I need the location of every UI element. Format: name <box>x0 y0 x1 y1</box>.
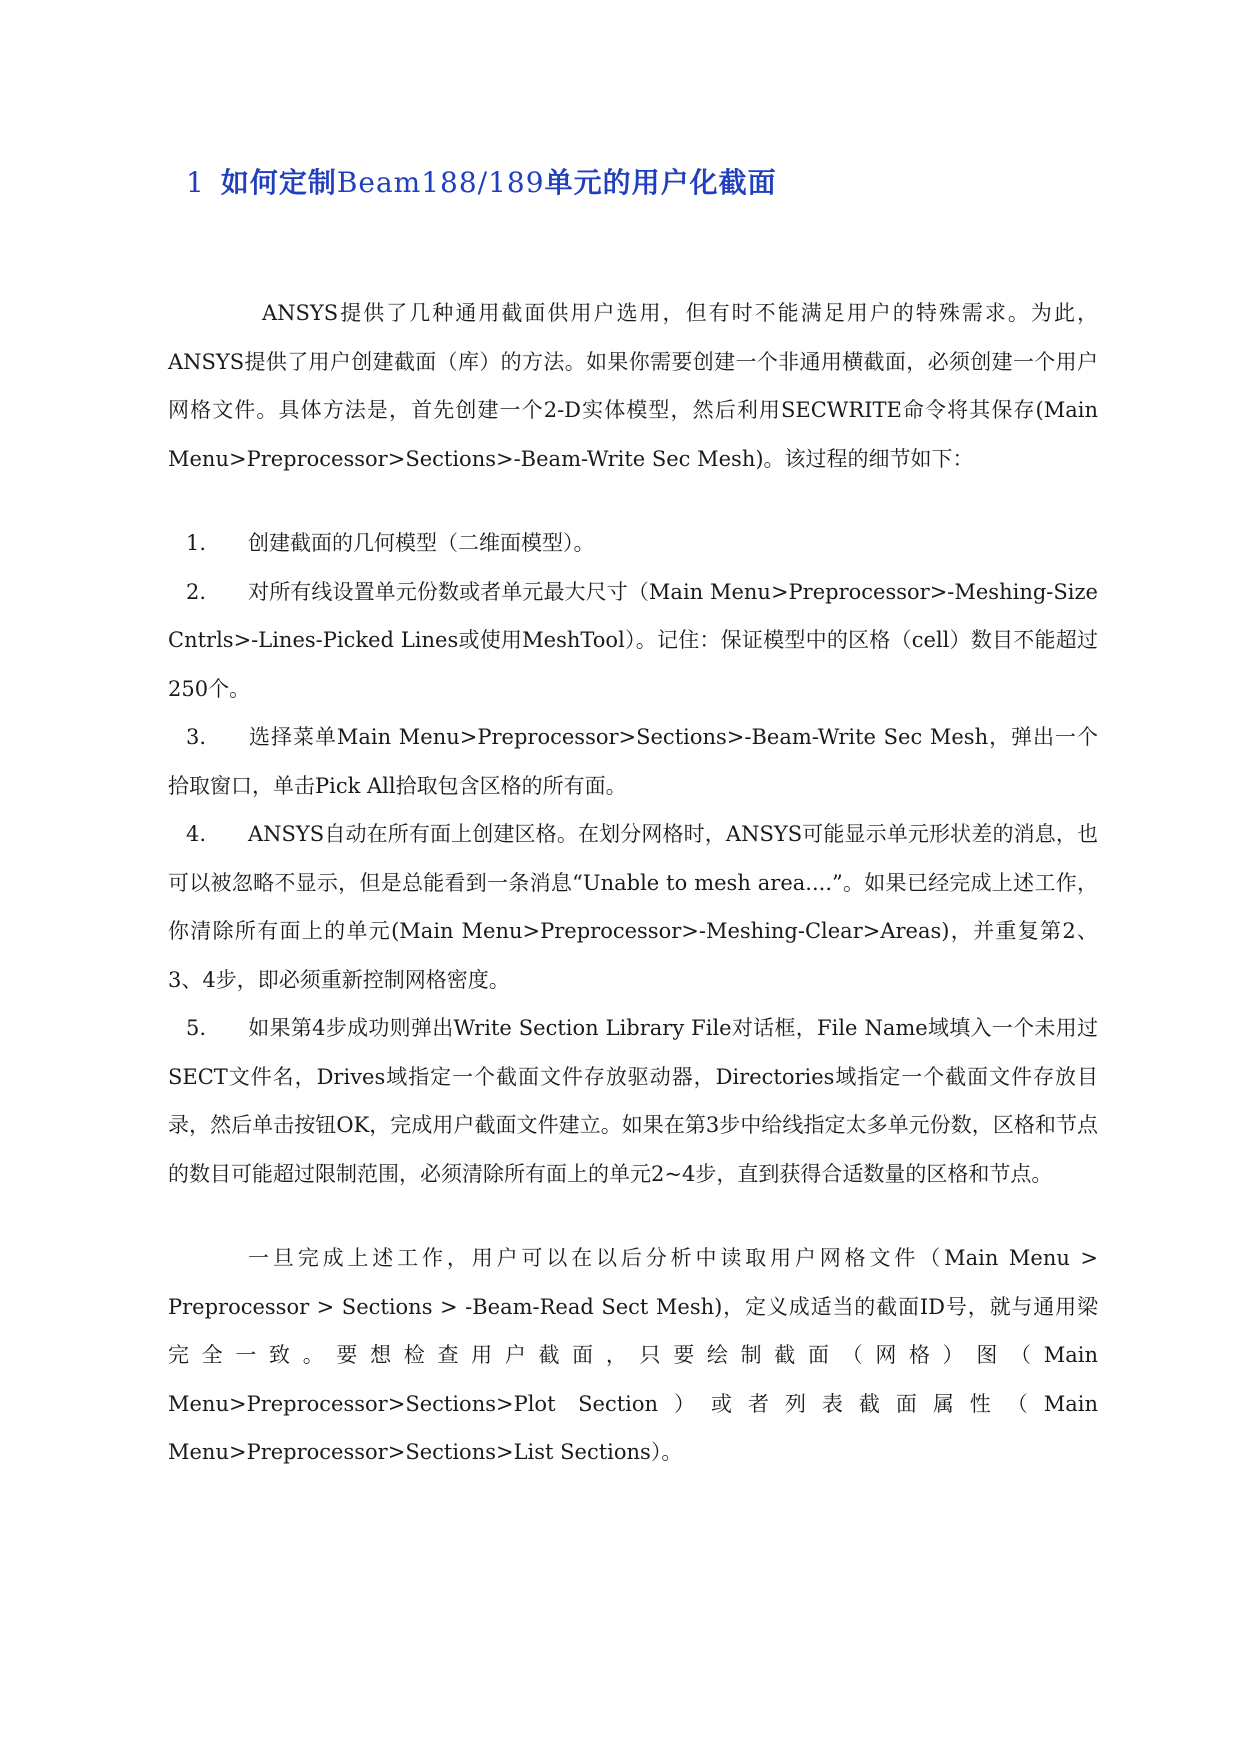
heading-text-part2: Beam188/189 <box>336 166 545 199</box>
step-item-1 <box>168 519 1098 568</box>
step-item-2 <box>168 568 1098 714</box>
heading-number: 1 <box>186 166 205 199</box>
step-item-3 <box>168 713 1098 810</box>
step-text: ANSYS自动在所有面上创建区格。在划分网格时，ANSYS可能显示单元形状差的消息，也可以被忽略不显示，但是总能看到一条消息“Unable to mesh area....”。如果已经完成上述工作，你清除所有面上的单元(Main Menu>Preprocessor>-Meshing-Clear>Areas)，并重复第2、3、4步，即必须重新控制网格密度。 <box>168 822 1098 992</box>
step-number: 2. <box>186 579 207 604</box>
step-number: 3. <box>186 725 207 749</box>
step-text: 对所有线设置单元份数或者单元最大尺寸（Main Menu>Preprocessor>-Meshing-Size Cntrls>-Lines-Picked Lines或使用MeshTool）。记住：保证模型中的区格（cell）数目不能超过250个。 <box>168 579 1098 701</box>
step-number: 1. <box>186 531 207 555</box>
step-text: 创建截面的几何模型（二维面模型）。 <box>248 531 595 555</box>
step-text: 选择菜单Main Menu>Preprocessor>Sections>-Beam-Write Sec Mesh，弹出一个拾取窗口，单击Pick All拾取包含区格的所有面。 <box>168 725 1098 798</box>
intro-paragraph: ANSYS提供了几种通用截面供用户选用，但有时不能满足用户的特殊需求。为此，ANSYS提供了用户创建截面（库）的方法。如果你需要创建一个非通用横截面，必须创建一个用户网格文件。具体方法是，首先创建一个2-D实体模型，然后利用SECWRITE命令将其保存(Main Menu>Preprocessor>Sections>-Beam-Write Sec Mesh)。该过程的细节如下： <box>168 301 1098 471</box>
steps-list <box>168 519 1098 1198</box>
step-item-4 <box>168 810 1098 1004</box>
step-text: 如果第4步成功则弹出Write Section Library File对话框，File Name域填入一个未用过SECT文件名，Drives域指定一个截面文件存放驱动器，Directories域指定一个截面文件存放目录，然后单击按钮OK，完成用户截面文件建立。如果在第3步中给线指定太多单元份数，区格和节点的数目可能超过限制范围，必须清除所有面上的单元2~4步，直到获得合适数量的区格和节点。 <box>168 1016 1098 1186</box>
step-item-5 <box>168 1004 1098 1198</box>
closing-paragraph: 一旦完成上述工作，用户可以在以后分析中读取用户网格文件（Main Menu > Preprocessor > Sections > -Beam-Read Sect Mesh)，定义成适当的截面ID号，就与通用梁完全一致。要想检查用户截面，只要绘制截面（网格）图（Main Menu>Preprocessor>Sections>Plot Section）或者列表截面属性（Main Menu>Preprocessor>Sections>List Sections）。 <box>168 1246 1098 1464</box>
step-number: 5. <box>186 1016 207 1040</box>
section-heading <box>168 155 1098 211</box>
document-body <box>168 155 1098 1477</box>
heading-text-part1: 如何定制 <box>220 166 337 199</box>
step-number: 4. <box>186 822 207 846</box>
heading-text-part3: 单元的用户化截面 <box>544 166 777 199</box>
